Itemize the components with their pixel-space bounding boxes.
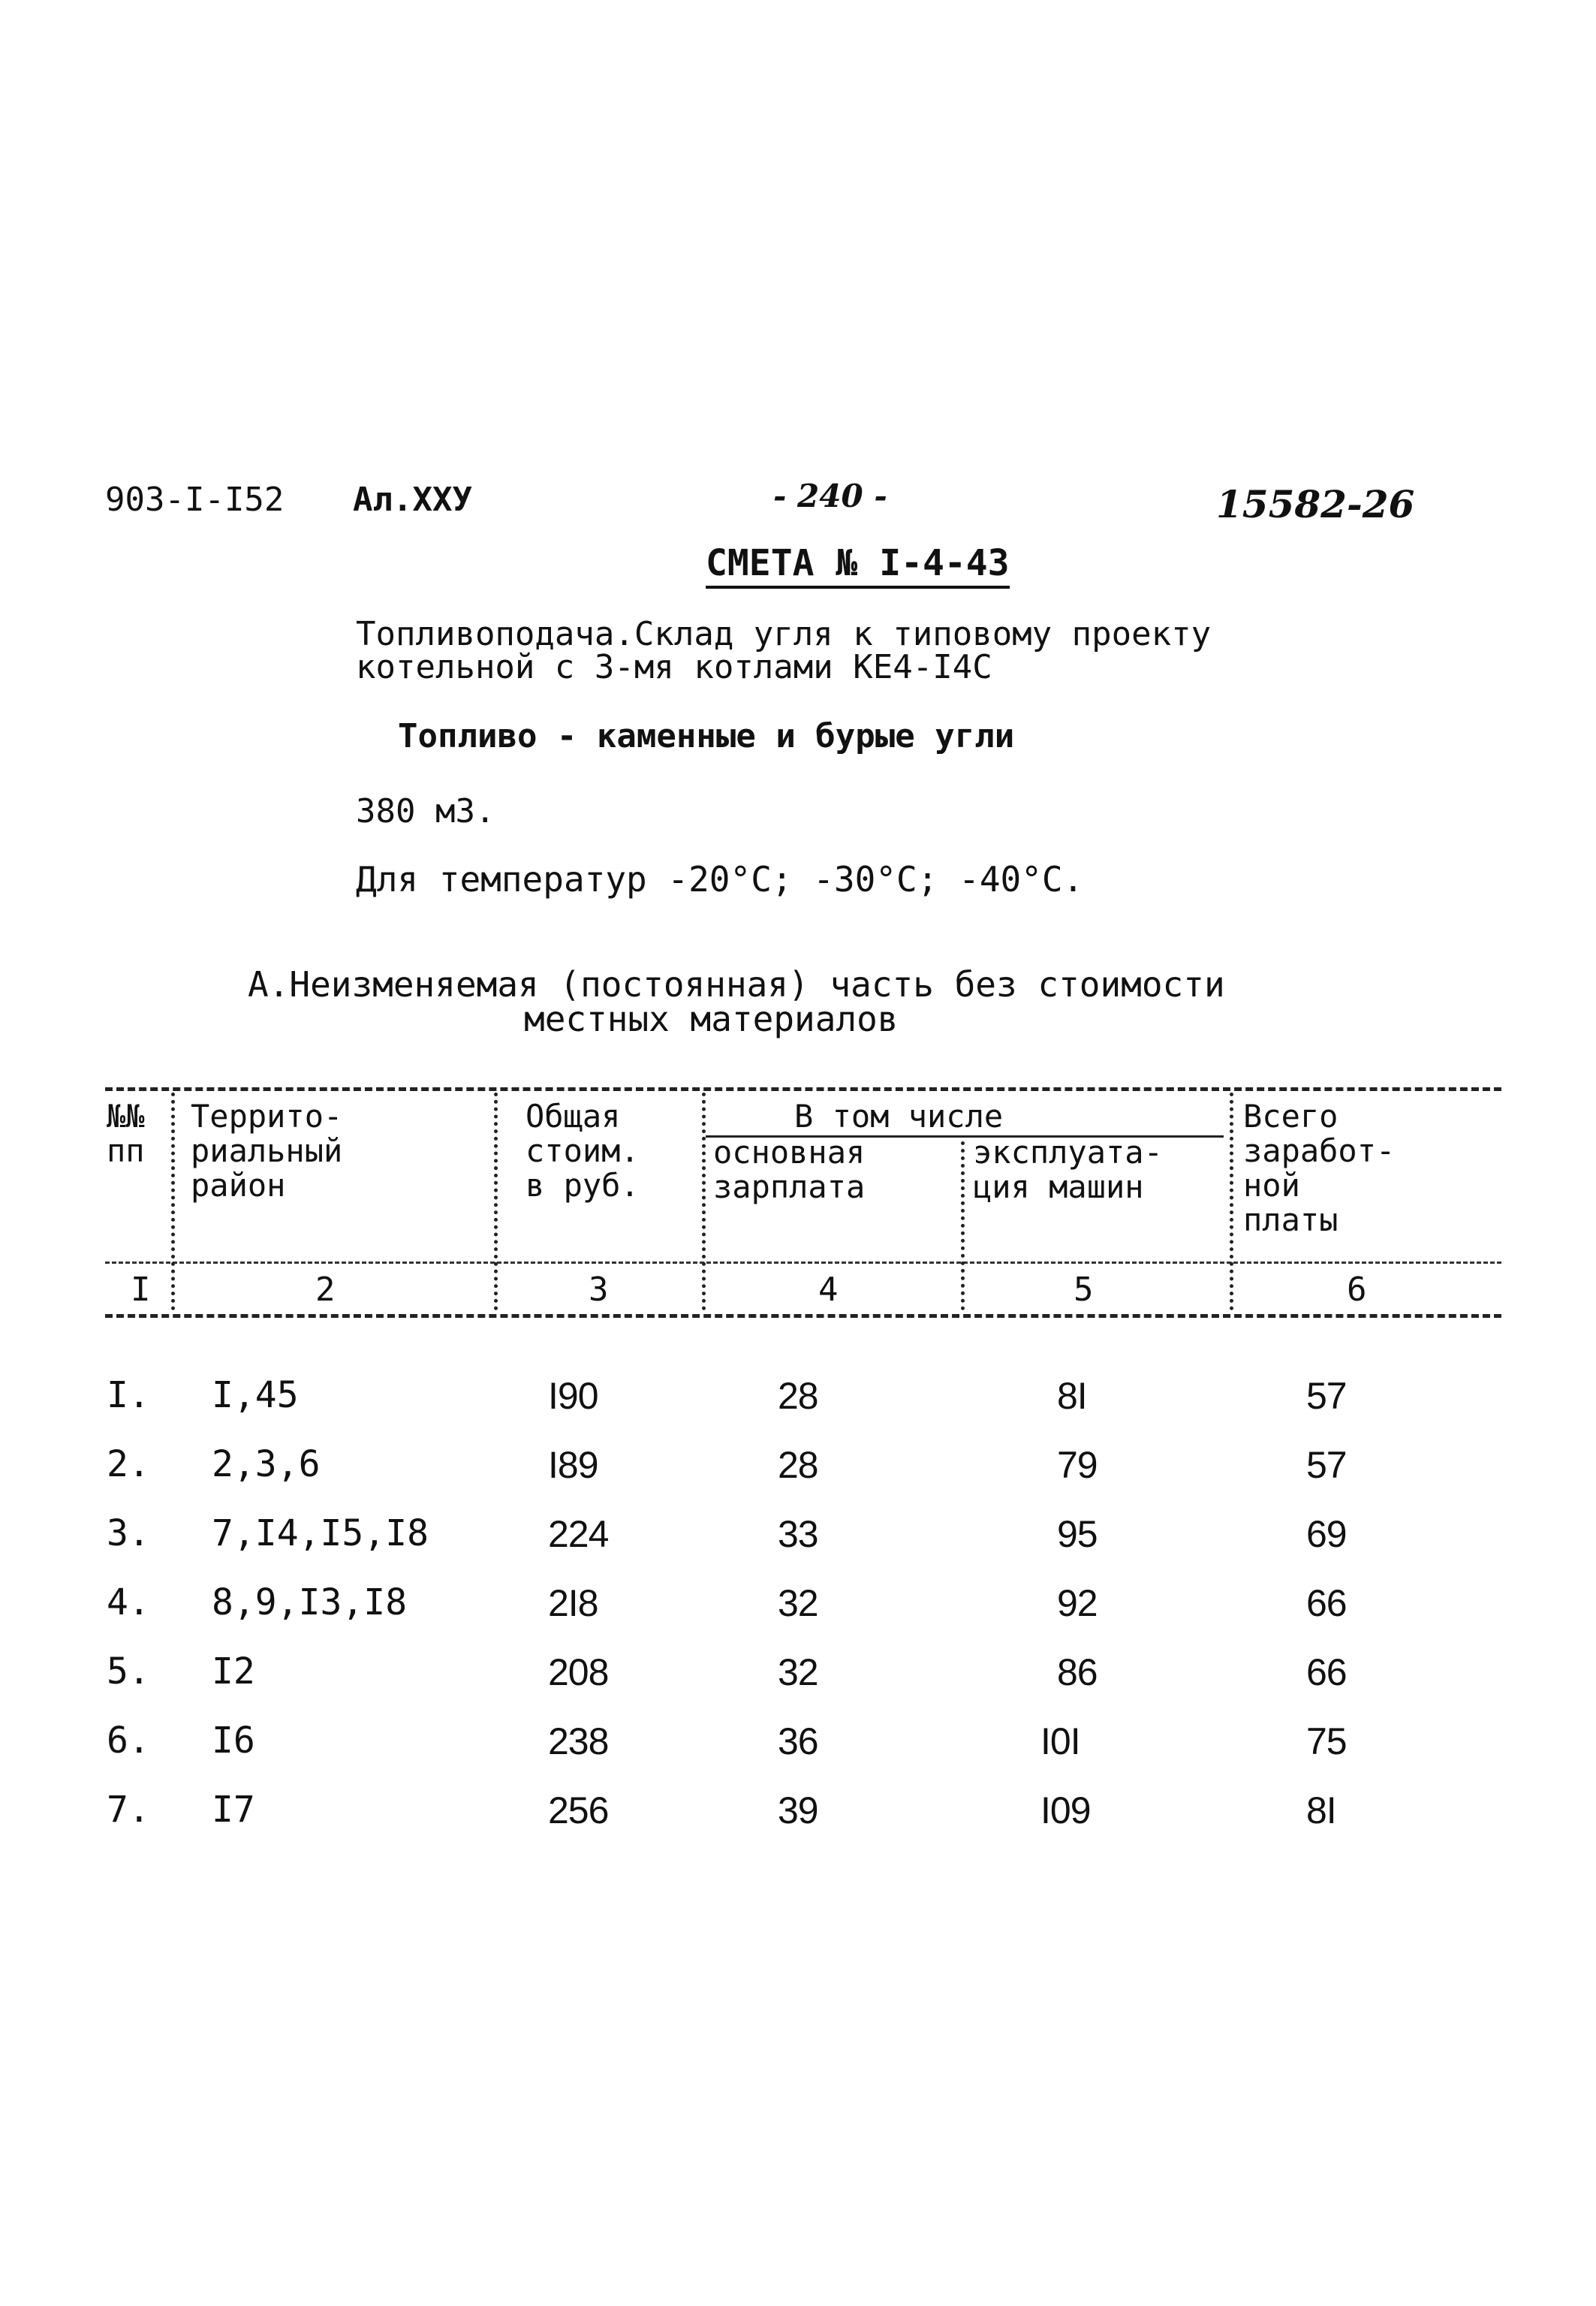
total-cost: 224 bbox=[548, 1513, 609, 1555]
total-salary: 69 bbox=[1306, 1513, 1347, 1555]
header-machine-operation bbox=[973, 1135, 1163, 1204]
header-territorial-district-line-2: риальный bbox=[191, 1132, 343, 1169]
header-bottom-rule bbox=[105, 1262, 1501, 1264]
header-territorial-district-line-3: район bbox=[191, 1167, 286, 1204]
fuel-type: Топливо - каменные и бурые угли bbox=[398, 717, 1015, 755]
column-separator-1 bbox=[171, 1093, 175, 1310]
machine-operation: 95 bbox=[1057, 1513, 1098, 1555]
basic-salary: 33 bbox=[778, 1513, 818, 1555]
header-total-salary bbox=[1243, 1099, 1395, 1237]
table-top-rule bbox=[105, 1087, 1501, 1091]
row-number: I. bbox=[107, 1374, 150, 1416]
territorial-district: 8,9,I3,I8 bbox=[212, 1581, 408, 1623]
basic-salary: 32 bbox=[778, 1651, 818, 1693]
row-number: 2. bbox=[107, 1443, 150, 1485]
row-number: 6. bbox=[107, 1720, 150, 1762]
column-number-4: 4 bbox=[818, 1271, 839, 1309]
territorial-district: I,45 bbox=[212, 1374, 299, 1416]
territorial-district: I7 bbox=[212, 1789, 255, 1831]
total-cost: 208 bbox=[548, 1651, 609, 1693]
section-heading-line-2: местных материалов bbox=[524, 999, 899, 1039]
header-total-cost-line-3: в руб. bbox=[525, 1167, 640, 1204]
total-cost: 256 bbox=[548, 1789, 609, 1831]
header-row-number-line-2: пп bbox=[107, 1132, 145, 1169]
basic-salary: 36 bbox=[778, 1720, 818, 1762]
header-basic-salary bbox=[713, 1135, 865, 1204]
volume: 380 м3. bbox=[356, 792, 495, 830]
basic-salary: 28 bbox=[778, 1375, 818, 1417]
machine-operation: 92 bbox=[1057, 1582, 1098, 1624]
header-total-cost-line-2: стоим. bbox=[525, 1132, 640, 1169]
basic-salary: 32 bbox=[778, 1582, 818, 1624]
column-number-3: 3 bbox=[589, 1271, 609, 1309]
album-number: Ал.XXУ bbox=[353, 481, 472, 519]
column-separator-2 bbox=[494, 1093, 498, 1310]
document-code: 903-I-I52 bbox=[105, 481, 285, 519]
total-cost: I90 bbox=[548, 1375, 598, 1417]
column-number-6: 6 bbox=[1347, 1271, 1367, 1309]
total-salary: 57 bbox=[1306, 1444, 1347, 1486]
header-total-cost-line-1: Общая bbox=[525, 1098, 621, 1135]
header-total-salary-line-3: ной bbox=[1243, 1167, 1300, 1204]
column-separator-3 bbox=[702, 1093, 706, 1310]
description-line-2: котельной с 3-мя котлами КЕ4-I4С bbox=[356, 648, 992, 686]
machine-operation: I0I bbox=[1040, 1720, 1080, 1762]
header-row-number bbox=[107, 1099, 145, 1168]
header-row-number-line-1: №№ bbox=[107, 1098, 145, 1135]
section-heading-line-1: А.Неизменяемая (постоянная) часть без стоимости bbox=[248, 964, 1225, 1005]
column-number-2: 2 bbox=[315, 1271, 336, 1309]
total-salary: 66 bbox=[1306, 1651, 1347, 1693]
total-cost: 2I8 bbox=[548, 1582, 598, 1624]
header-territorial-district bbox=[191, 1099, 342, 1203]
total-cost: 238 bbox=[548, 1720, 609, 1762]
machine-operation: 86 bbox=[1057, 1651, 1098, 1693]
header-basic-salary-line-2: зарплата bbox=[713, 1168, 866, 1205]
basic-salary: 39 bbox=[778, 1789, 818, 1831]
total-salary: 66 bbox=[1306, 1582, 1347, 1624]
column-separator-5 bbox=[1230, 1093, 1233, 1310]
territorial-district: 7,I4,I5,I8 bbox=[212, 1512, 429, 1554]
row-number: 5. bbox=[107, 1650, 150, 1693]
machine-operation: 8I bbox=[1057, 1375, 1087, 1417]
header-group-including: В том числе bbox=[794, 1098, 1004, 1135]
page-number: - 240 - bbox=[773, 478, 887, 514]
temperature-range: Для температур -20°С; -30°С; -40°С. bbox=[356, 859, 1084, 900]
header-total-salary-line-1: Всего bbox=[1243, 1098, 1339, 1135]
territorial-district: 2,3,6 bbox=[212, 1443, 321, 1485]
header-machine-operation-line-2: ция машин bbox=[973, 1168, 1144, 1205]
row-number: 7. bbox=[107, 1789, 150, 1831]
total-salary: 75 bbox=[1306, 1720, 1347, 1762]
header-territorial-district-line-1: Террито- bbox=[191, 1098, 343, 1135]
column-number-bottom-rule bbox=[105, 1314, 1501, 1318]
total-cost: I89 bbox=[548, 1444, 598, 1486]
header-basic-salary-line-1: основная bbox=[713, 1134, 866, 1171]
machine-operation: 79 bbox=[1057, 1444, 1098, 1486]
header-total-salary-line-4: платы bbox=[1243, 1201, 1339, 1238]
total-salary: 57 bbox=[1306, 1375, 1347, 1417]
header-total-salary-line-2: заработ- bbox=[1243, 1132, 1396, 1169]
column-number-1: I bbox=[131, 1271, 151, 1309]
header-machine-operation-line-1: эксплуата- bbox=[973, 1134, 1163, 1171]
territorial-district: I6 bbox=[212, 1720, 255, 1762]
description-line-1: Топливоподача.Склад угля к типовому проекту bbox=[356, 615, 1212, 653]
basic-salary: 28 bbox=[778, 1444, 818, 1486]
row-number: 3. bbox=[107, 1512, 150, 1554]
total-salary: 8I bbox=[1306, 1789, 1336, 1831]
machine-operation: I09 bbox=[1040, 1789, 1091, 1831]
territorial-district: I2 bbox=[212, 1650, 255, 1693]
archive-number: 15582-26 bbox=[1216, 482, 1415, 526]
column-number-5: 5 bbox=[1074, 1271, 1094, 1309]
row-number: 4. bbox=[107, 1581, 150, 1623]
header-total-cost bbox=[525, 1099, 640, 1203]
estimate-title: СМЕТА № I-4-43 bbox=[706, 542, 1010, 589]
column-separator-4 bbox=[961, 1141, 965, 1310]
